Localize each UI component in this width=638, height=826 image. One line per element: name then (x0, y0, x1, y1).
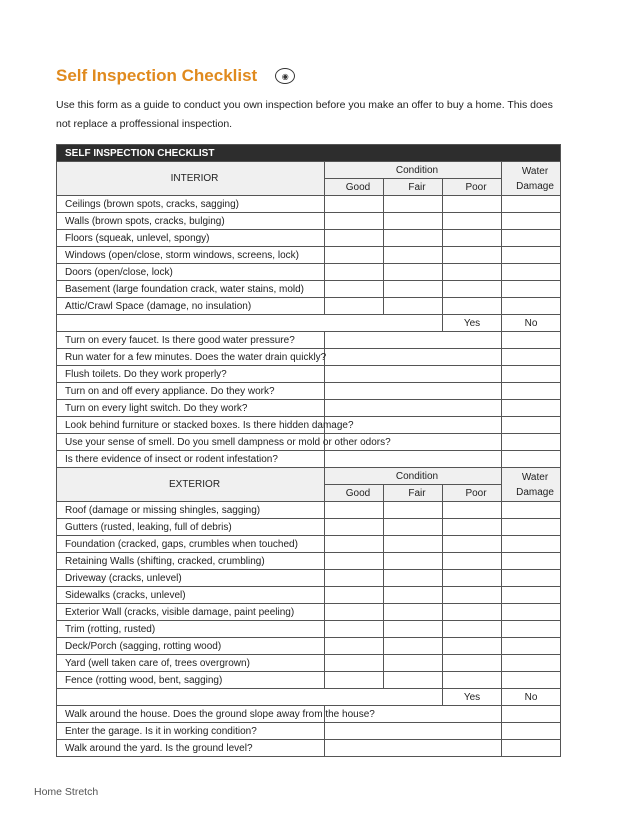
item-label: Look behind furniture or stacked boxes. Is there hidden damage? (57, 417, 325, 434)
table-row (57, 553, 561, 570)
fair-checkbox-cell[interactable] (384, 519, 443, 536)
table-row (57, 519, 561, 536)
water-checkbox-cell[interactable] (502, 196, 561, 213)
item-label: Turn on and off every appliance. Do they work? (57, 383, 325, 400)
good-checkbox-cell[interactable] (325, 264, 384, 281)
fair-checkbox-cell[interactable] (384, 604, 443, 621)
interior-header (57, 162, 561, 179)
blank-cell (325, 383, 502, 400)
fair-checkbox-cell[interactable] (384, 230, 443, 247)
water-checkbox-cell[interactable] (502, 638, 561, 655)
table-row (57, 672, 561, 689)
yes-label: Yes (443, 689, 502, 706)
table-row (57, 230, 561, 247)
table-row (57, 196, 561, 213)
water-checkbox-cell[interactable] (502, 587, 561, 604)
good-checkbox-cell[interactable] (325, 281, 384, 298)
table-row (57, 655, 561, 672)
item-label: Flush toilets. Do they work properly? (57, 366, 325, 383)
condition-label: Condition (325, 162, 502, 179)
yes-checkbox-cell[interactable] (502, 332, 561, 349)
water-checkbox-cell[interactable] (502, 502, 561, 519)
item-label: Walk around the yard. Is the ground level? (57, 740, 325, 757)
good-checkbox-cell[interactable] (325, 655, 384, 672)
item-label: Walls (brown spots, cracks, bulging) (57, 213, 325, 230)
water-checkbox-cell[interactable] (502, 672, 561, 689)
yes-checkbox-cell[interactable] (502, 383, 561, 400)
poor-checkbox-cell[interactable] (443, 638, 502, 655)
good-checkbox-cell[interactable] (325, 298, 384, 315)
water-checkbox-cell[interactable] (502, 213, 561, 230)
poor-checkbox-cell[interactable] (443, 281, 502, 298)
table-row (57, 723, 561, 740)
poor-checkbox-cell[interactable] (443, 570, 502, 587)
water-checkbox-cell[interactable] (502, 230, 561, 247)
poor-checkbox-cell[interactable] (443, 604, 502, 621)
condition-label: Condition (325, 468, 502, 485)
table-row (57, 366, 561, 383)
yes-checkbox-cell[interactable] (502, 740, 561, 757)
title-row (56, 66, 295, 86)
table-row (57, 434, 561, 451)
item-label: Turn on every light switch. Do they work? (57, 400, 325, 417)
good-checkbox-cell[interactable] (325, 213, 384, 230)
exterior-yes-no-header (57, 689, 561, 706)
exterior-label: EXTERIOR (57, 468, 325, 502)
yes-checkbox-cell[interactable] (502, 723, 561, 740)
yes-checkbox-cell[interactable] (502, 366, 561, 383)
good-checkbox-cell[interactable] (325, 553, 384, 570)
item-label: Walk around the house. Does the ground slope away from the house? (57, 706, 325, 723)
water-checkbox-cell[interactable] (502, 553, 561, 570)
table-title-bar (57, 145, 561, 162)
good-checkbox-cell[interactable] (325, 570, 384, 587)
fair-checkbox-cell[interactable] (384, 536, 443, 553)
good-label: Good (325, 179, 384, 196)
poor-checkbox-cell[interactable] (443, 264, 502, 281)
good-checkbox-cell[interactable] (325, 536, 384, 553)
water-checkbox-cell[interactable] (502, 298, 561, 315)
fair-label: Fair (384, 179, 443, 196)
interior-yes-no-header (57, 315, 561, 332)
water-damage-label: Water Damage (502, 468, 561, 502)
item-label: Retaining Walls (shifting, cracked, crumbling) (57, 553, 325, 570)
good-checkbox-cell[interactable] (325, 196, 384, 213)
water-checkbox-cell[interactable] (502, 247, 561, 264)
item-label: Foundation (cracked, gaps, crumbles when touched) (57, 536, 325, 553)
water-checkbox-cell[interactable] (502, 621, 561, 638)
table-row (57, 400, 561, 417)
poor-checkbox-cell[interactable] (443, 247, 502, 264)
item-label: Exterior Wall (cracks, visible damage, paint peeling) (57, 604, 325, 621)
blank-cell (325, 332, 502, 349)
table-row (57, 417, 561, 434)
good-checkbox-cell[interactable] (325, 638, 384, 655)
item-label: Roof (damage or missing shingles, sagging) (57, 502, 325, 519)
item-label: Use your sense of smell. Do you smell dampness or mold or other odors? (57, 434, 325, 451)
table-row (57, 383, 561, 400)
item-label: Turn on every faucet. Is there good water pressure? (57, 332, 325, 349)
good-checkbox-cell[interactable] (325, 519, 384, 536)
poor-checkbox-cell[interactable] (443, 196, 502, 213)
item-label: Yard (well taken care of, trees overgrown) (57, 655, 325, 672)
water-checkbox-cell[interactable] (502, 519, 561, 536)
table-row (57, 638, 561, 655)
table-row (57, 587, 561, 604)
fair-checkbox-cell[interactable] (384, 196, 443, 213)
fair-checkbox-cell[interactable] (384, 570, 443, 587)
poor-checkbox-cell[interactable] (443, 502, 502, 519)
blank-cell (325, 400, 502, 417)
blank-cell (57, 315, 443, 332)
no-label: No (502, 315, 561, 332)
poor-checkbox-cell[interactable] (443, 655, 502, 672)
table-row (57, 740, 561, 757)
good-checkbox-cell[interactable] (325, 247, 384, 264)
fair-checkbox-cell[interactable] (384, 655, 443, 672)
water-checkbox-cell[interactable] (502, 281, 561, 298)
yes-checkbox-cell[interactable] (502, 349, 561, 366)
blank-cell (325, 723, 502, 740)
exterior-header (57, 468, 561, 485)
good-checkbox-cell[interactable] (325, 672, 384, 689)
fair-checkbox-cell[interactable] (384, 502, 443, 519)
table-row (57, 604, 561, 621)
checklist-table (56, 144, 561, 757)
water-checkbox-cell[interactable] (502, 536, 561, 553)
yes-checkbox-cell[interactable] (502, 417, 561, 434)
table-row (57, 213, 561, 230)
item-label: Fence (rotting wood, bent, sagging) (57, 672, 325, 689)
fair-checkbox-cell[interactable] (384, 621, 443, 638)
water-checkbox-cell[interactable] (502, 655, 561, 672)
eye-icon: ◉ (275, 68, 295, 84)
footer-text: Home Stretch (34, 786, 99, 798)
poor-checkbox-cell[interactable] (443, 298, 502, 315)
water-checkbox-cell[interactable] (502, 570, 561, 587)
item-label: Ceilings (brown spots, cracks, sagging) (57, 196, 325, 213)
poor-checkbox-cell[interactable] (443, 587, 502, 604)
item-label: Sidewalks (cracks, unlevel) (57, 587, 325, 604)
fair-checkbox-cell[interactable] (384, 264, 443, 281)
table-row (57, 281, 561, 298)
table-row (57, 536, 561, 553)
item-label: Doors (open/close, lock) (57, 264, 325, 281)
blank-cell (325, 740, 502, 757)
item-label: Trim (rotting, rusted) (57, 621, 325, 638)
yes-checkbox-cell[interactable] (502, 451, 561, 468)
interior-label: INTERIOR (57, 162, 325, 196)
yes-label: Yes (443, 315, 502, 332)
poor-label: Poor (443, 179, 502, 196)
poor-checkbox-cell[interactable] (443, 553, 502, 570)
good-checkbox-cell[interactable] (325, 230, 384, 247)
poor-checkbox-cell[interactable] (443, 213, 502, 230)
good-checkbox-cell[interactable] (325, 587, 384, 604)
water-damage-label: Water Damage (502, 162, 561, 196)
table-title: SELF INSPECTION CHECKLIST (57, 145, 561, 162)
yes-checkbox-cell[interactable] (502, 706, 561, 723)
no-label: No (502, 689, 561, 706)
fair-checkbox-cell[interactable] (384, 587, 443, 604)
poor-checkbox-cell[interactable] (443, 621, 502, 638)
fair-checkbox-cell[interactable] (384, 281, 443, 298)
item-label: Windows (open/close, storm windows, screens, lock) (57, 247, 325, 264)
table-row (57, 298, 561, 315)
item-label: Basement (large foundation crack, water stains, mold) (57, 281, 325, 298)
blank-cell (325, 451, 502, 468)
item-label: Driveway (cracks, unlevel) (57, 570, 325, 587)
poor-checkbox-cell[interactable] (443, 230, 502, 247)
item-label: Floors (squeak, unlevel, spongy) (57, 230, 325, 247)
table-row (57, 621, 561, 638)
item-label: Enter the garage. Is it in working condition? (57, 723, 325, 740)
table-row (57, 706, 561, 723)
blank-cell (57, 689, 443, 706)
fair-label: Fair (384, 485, 443, 502)
table-row (57, 264, 561, 281)
good-checkbox-cell[interactable] (325, 621, 384, 638)
table-row (57, 451, 561, 468)
item-label: Gutters (rusted, leaking, full of debris) (57, 519, 325, 536)
fair-checkbox-cell[interactable] (384, 247, 443, 264)
good-checkbox-cell[interactable] (325, 502, 384, 519)
yes-checkbox-cell[interactable] (502, 400, 561, 417)
fair-checkbox-cell[interactable] (384, 553, 443, 570)
fair-checkbox-cell[interactable] (384, 672, 443, 689)
table-row (57, 247, 561, 264)
table-row (57, 570, 561, 587)
water-checkbox-cell[interactable] (502, 604, 561, 621)
item-label: Run water for a few minutes. Does the water drain quickly? (57, 349, 325, 366)
item-label: Deck/Porch (sagging, rotting wood) (57, 638, 325, 655)
table-row (57, 349, 561, 366)
fair-checkbox-cell[interactable] (384, 298, 443, 315)
yes-checkbox-cell[interactable] (502, 434, 561, 451)
item-label: Is there evidence of insect or rodent infestation? (57, 451, 325, 468)
item-label: Attic/Crawl Space (damage, no insulation) (57, 298, 325, 315)
intro-text: Use this form as a guide to conduct you own inspection before you make an offer to buy a home. This does not replace a proffessional inspection. (56, 99, 553, 130)
fair-checkbox-cell[interactable] (384, 213, 443, 230)
table-row (57, 502, 561, 519)
blank-cell (325, 366, 502, 383)
good-checkbox-cell[interactable] (325, 604, 384, 621)
poor-checkbox-cell[interactable] (443, 536, 502, 553)
poor-checkbox-cell[interactable] (443, 519, 502, 536)
poor-label: Poor (443, 485, 502, 502)
water-checkbox-cell[interactable] (502, 264, 561, 281)
poor-checkbox-cell[interactable] (443, 672, 502, 689)
blank-cell (325, 349, 502, 366)
page-title: Self Inspection Checklist (56, 66, 258, 85)
good-label: Good (325, 485, 384, 502)
table-row (57, 332, 561, 349)
fair-checkbox-cell[interactable] (384, 638, 443, 655)
